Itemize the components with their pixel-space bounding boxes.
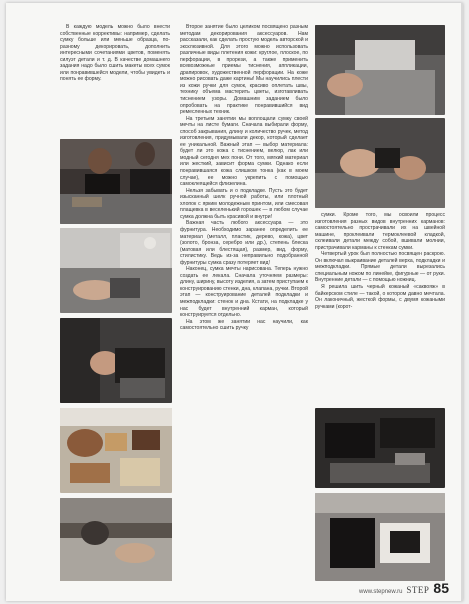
photo-cutting-table <box>60 498 172 581</box>
photo-workshop-group <box>60 139 172 224</box>
footer-url: www.stepnew.ru <box>359 589 403 595</box>
paragraph: Я решила шить черный кожаный «саквояж» в байкерском стиле — такой, о котором давно мечтала. Он лаконичный, жесткой формы, с двумя кожаными ручками (корот- <box>315 284 445 310</box>
paragraph: Четвертый урок был полностью посвящен раскрою. Он включал выкраивание деталей верха, подкладки и межподкладки. Прямые детали вырезались специальным ножом по линейке, фигурные — от руки. Внутренние детали — с помощью ножниц. <box>315 251 445 284</box>
photo-leather-cutting <box>60 228 172 313</box>
magazine-page <box>6 3 463 601</box>
paragraph: сумки. Кроме того, мы освоили процесс изготовления разных видов внутренних карманов: самостоятельно прострачивали их на швейной машине, проклеивали термоклеевой кладкой, склеивали детали между собой, вшивали молнии, пристрачивали карманы к стенкам сумки. <box>315 212 445 251</box>
paragraph: Второе занятие было целиком посвящено разным методам декорирования аксессуаров. Нам рассказали, как сделать простую модель авторской и эксклюзивной. Для этого можно использовать различные виды плетения кожи: круглое, плоское, по перфорации, в прорези, а также применить всевозможные приемы тиснения, аппликации, драпировок, художественной перфорации. На коже можно рисовать даже картины! Мы научились плести из кожи ручки для сумок, красиво оплетать швы, технику объема мастерить цветы, изготавливать тиснением узоры. Домашним заданием было опробовать на практике понравившийся вид ремесленных техник. <box>180 24 308 116</box>
photo-black-bag-parts <box>315 493 445 581</box>
photo-sewing-machine <box>315 25 445 115</box>
photo-hands-stitching <box>315 118 445 208</box>
photo-hands-sewing <box>60 318 172 403</box>
column-3-text <box>315 212 445 310</box>
photo-leather-samples <box>60 408 172 493</box>
paragraph: Наконец, сумка мечты нарисована. Теперь нужно создать ее лекала. Сначала уточняем размеры: длину, ширину, высоту изделия, а затем приступаем к конструированию стенки, дна, клапана, ручки. Второй этап — конструирование деталей подкладки и межподкладки: стенок и дна. Кстати, на подкладке у нас будет внутренний карман, который конструируется отдельно. <box>180 266 308 319</box>
paragraph: На этом же занятии нас научили, как самостоятельно сшить ручку <box>180 318 308 332</box>
paragraph: В каждую модель можно было внести собственные коррективы: например, сделать сумку больше или меньше образца, по-разному декорировать, дополнить интересными сочетаниями цветов, поменять силуэт детали и т. д. В качестве домашнего задания надо было сшить макеты всех сумок или понравившейся модели, чтобы увидеть и понять ее форму. <box>60 24 170 83</box>
page-number: 85 <box>433 580 449 596</box>
column-1-text <box>60 24 170 83</box>
paragraph: Важная часть любого аксессуара — это фурнитура. Необходимо заранее определить ее материал (металл, пластик, дерево, кожа), цвет (золото, бронза, серебро или др.), степень блеска (матовая или блестящая), размер, вид, форму, стилистику. Ведь из-за неправильно подобранной фурнитуры сумка сразу потеряет вид! <box>180 220 308 266</box>
paragraph: Нельзя забывать и о подкладке. Пусть это будет изысканный шелк ручной работы, или плотный хлопок с ярким молодежным принтом, или смесовая плащевка в веселенький горошек — в любом случае сумка должна быть красивой и внутри! <box>180 187 308 220</box>
photo-cut-leather-pieces <box>315 408 445 488</box>
page-footer <box>359 580 449 596</box>
footer-brand: STEP <box>406 585 430 595</box>
page-edge <box>461 3 463 601</box>
paragraph: На третьем занятии мы воплощали сумку своей мечты на листе бумаги. Сначала выбирали форму, способ закрывания, длину и количество ручек, метод изготовления, придумывали декор, который сделает ее уникальной. Важный этап — выбор материала: будет ли это кожа с тиснением, велюр, лак или модный сегодня мех пони. От того, мягкий материал или жесткий, зависит форма сумки. Однако если понравившаяся кожа слишком тонка (как в моем случае), ее можно укрепить с помощью самоклеящейся флизелина. <box>180 115 308 188</box>
column-2-text <box>180 24 308 332</box>
